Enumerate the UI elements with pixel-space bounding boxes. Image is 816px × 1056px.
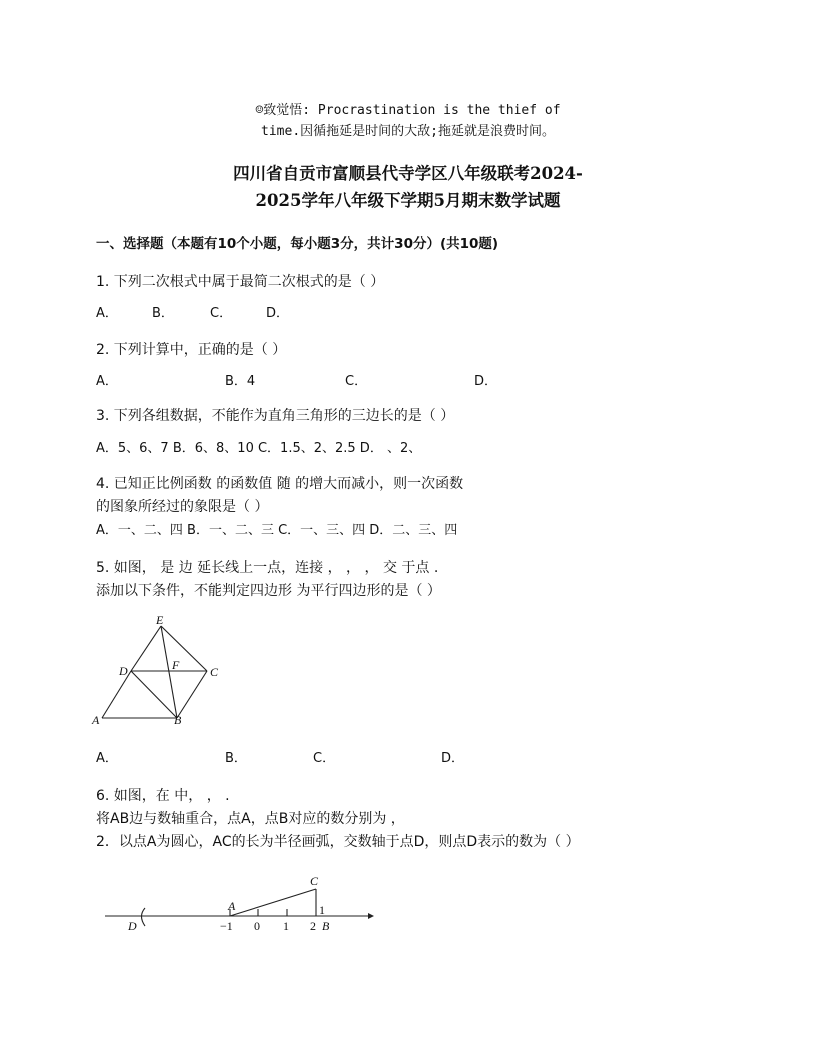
title-line-1: 四川省自贡市富顺县代寺学区八年级联考2024- — [233, 164, 583, 183]
question-2-stem: 2. 下列计算中，正确的是（ ） — [96, 342, 287, 358]
question-1-option-d: D． — [266, 306, 290, 321]
label-b: B — [174, 713, 182, 727]
arrow-head-icon — [368, 913, 374, 919]
question-3-options: A．5、6、7 B．6、8、10 C．1.5、2、2.5 D． 、2、 — [96, 441, 422, 456]
motto-line-2: time.因循拖延是时间的大敌;拖延就是浪费时间。 — [261, 124, 555, 139]
segment-bc — [177, 671, 207, 718]
question-4-stem-line-2: 的图象所经过的象限是（ ） — [96, 499, 269, 515]
question-5-option-c: C． — [313, 751, 336, 766]
question-5-option-b: B． — [225, 751, 247, 766]
question-4-options: A．一、二、四 B．一、二、三 C．一、三、四 D．二、三、四 — [96, 523, 458, 538]
label-a: A — [92, 713, 100, 727]
question-6-stem-line-1: 6. 如图，在 中， ， . — [96, 788, 230, 804]
title-line-2: 2025学年八年级下学期5月期末数学试题 — [255, 191, 561, 210]
label-d: D — [119, 664, 128, 678]
question-5-figure — [90, 612, 230, 732]
question-2-option-d: D． — [474, 374, 498, 389]
question-6-stem-line-3: 2．以点A为圆心，AC的长为半径画弧，交数轴于点D，则点D表示的数为（ ） — [96, 834, 580, 850]
label-f: F — [172, 658, 180, 672]
segment-de — [131, 626, 161, 671]
question-5-option-d: D． — [441, 751, 465, 766]
tick-label-minus-1: −1 — [220, 919, 233, 933]
question-1-stem: 1. 下列二次根式中属于最简二次根式的是（ ） — [96, 274, 385, 290]
segment-ac — [230, 889, 316, 916]
question-2-option-a: A． — [96, 374, 118, 389]
question-1-option-b: B． — [152, 306, 174, 321]
tick-label-0: 0 — [254, 919, 260, 933]
section-heading: 一、选择题（本题有10个小题，每小题3分，共计30分）(共10题) — [96, 236, 499, 252]
label-d: D — [128, 919, 137, 933]
question-6-figure — [100, 868, 380, 938]
motto-line-1: ☺致觉悟: Procrastination is the thief of — [255, 103, 561, 118]
label-b: B — [322, 919, 330, 933]
question-4-stem-line-1: 4. 已知正比例函数 的函数值 随 的增大而减小，则一次函数 — [96, 476, 464, 492]
tick-label-1: 1 — [283, 919, 289, 933]
question-5-stem-line-2: 添加以下条件，不能判定四边形 为平行四边形的是（ ） — [96, 583, 441, 599]
question-2-option-c: C． — [345, 374, 368, 389]
arc-mark — [142, 908, 146, 926]
label-e: E — [156, 613, 164, 627]
label-c: C — [310, 874, 319, 888]
question-1-option-c: C． — [210, 306, 233, 321]
question-3-stem: 3. 下列各组数据，不能作为直角三角形的三边长的是（ ） — [96, 408, 455, 424]
question-5-option-a: A． — [96, 751, 118, 766]
tick-label-2: 2 — [310, 919, 316, 933]
label-a: A — [228, 899, 236, 913]
question-5-stem-line-1: 5. 如图， 是 边 延长线上一点，连接 ， ， ， 交 于点 . — [96, 560, 439, 576]
question-2-option-b: B．4 — [225, 374, 256, 389]
question-1-option-a: A． — [96, 306, 118, 321]
side-label-1: 1 — [319, 903, 325, 917]
segment-ad — [102, 671, 131, 718]
label-c: C — [210, 665, 219, 679]
question-6-stem-line-2: 将AB边与数轴重合，点A，点B对应的数分别为 ， — [96, 811, 405, 827]
